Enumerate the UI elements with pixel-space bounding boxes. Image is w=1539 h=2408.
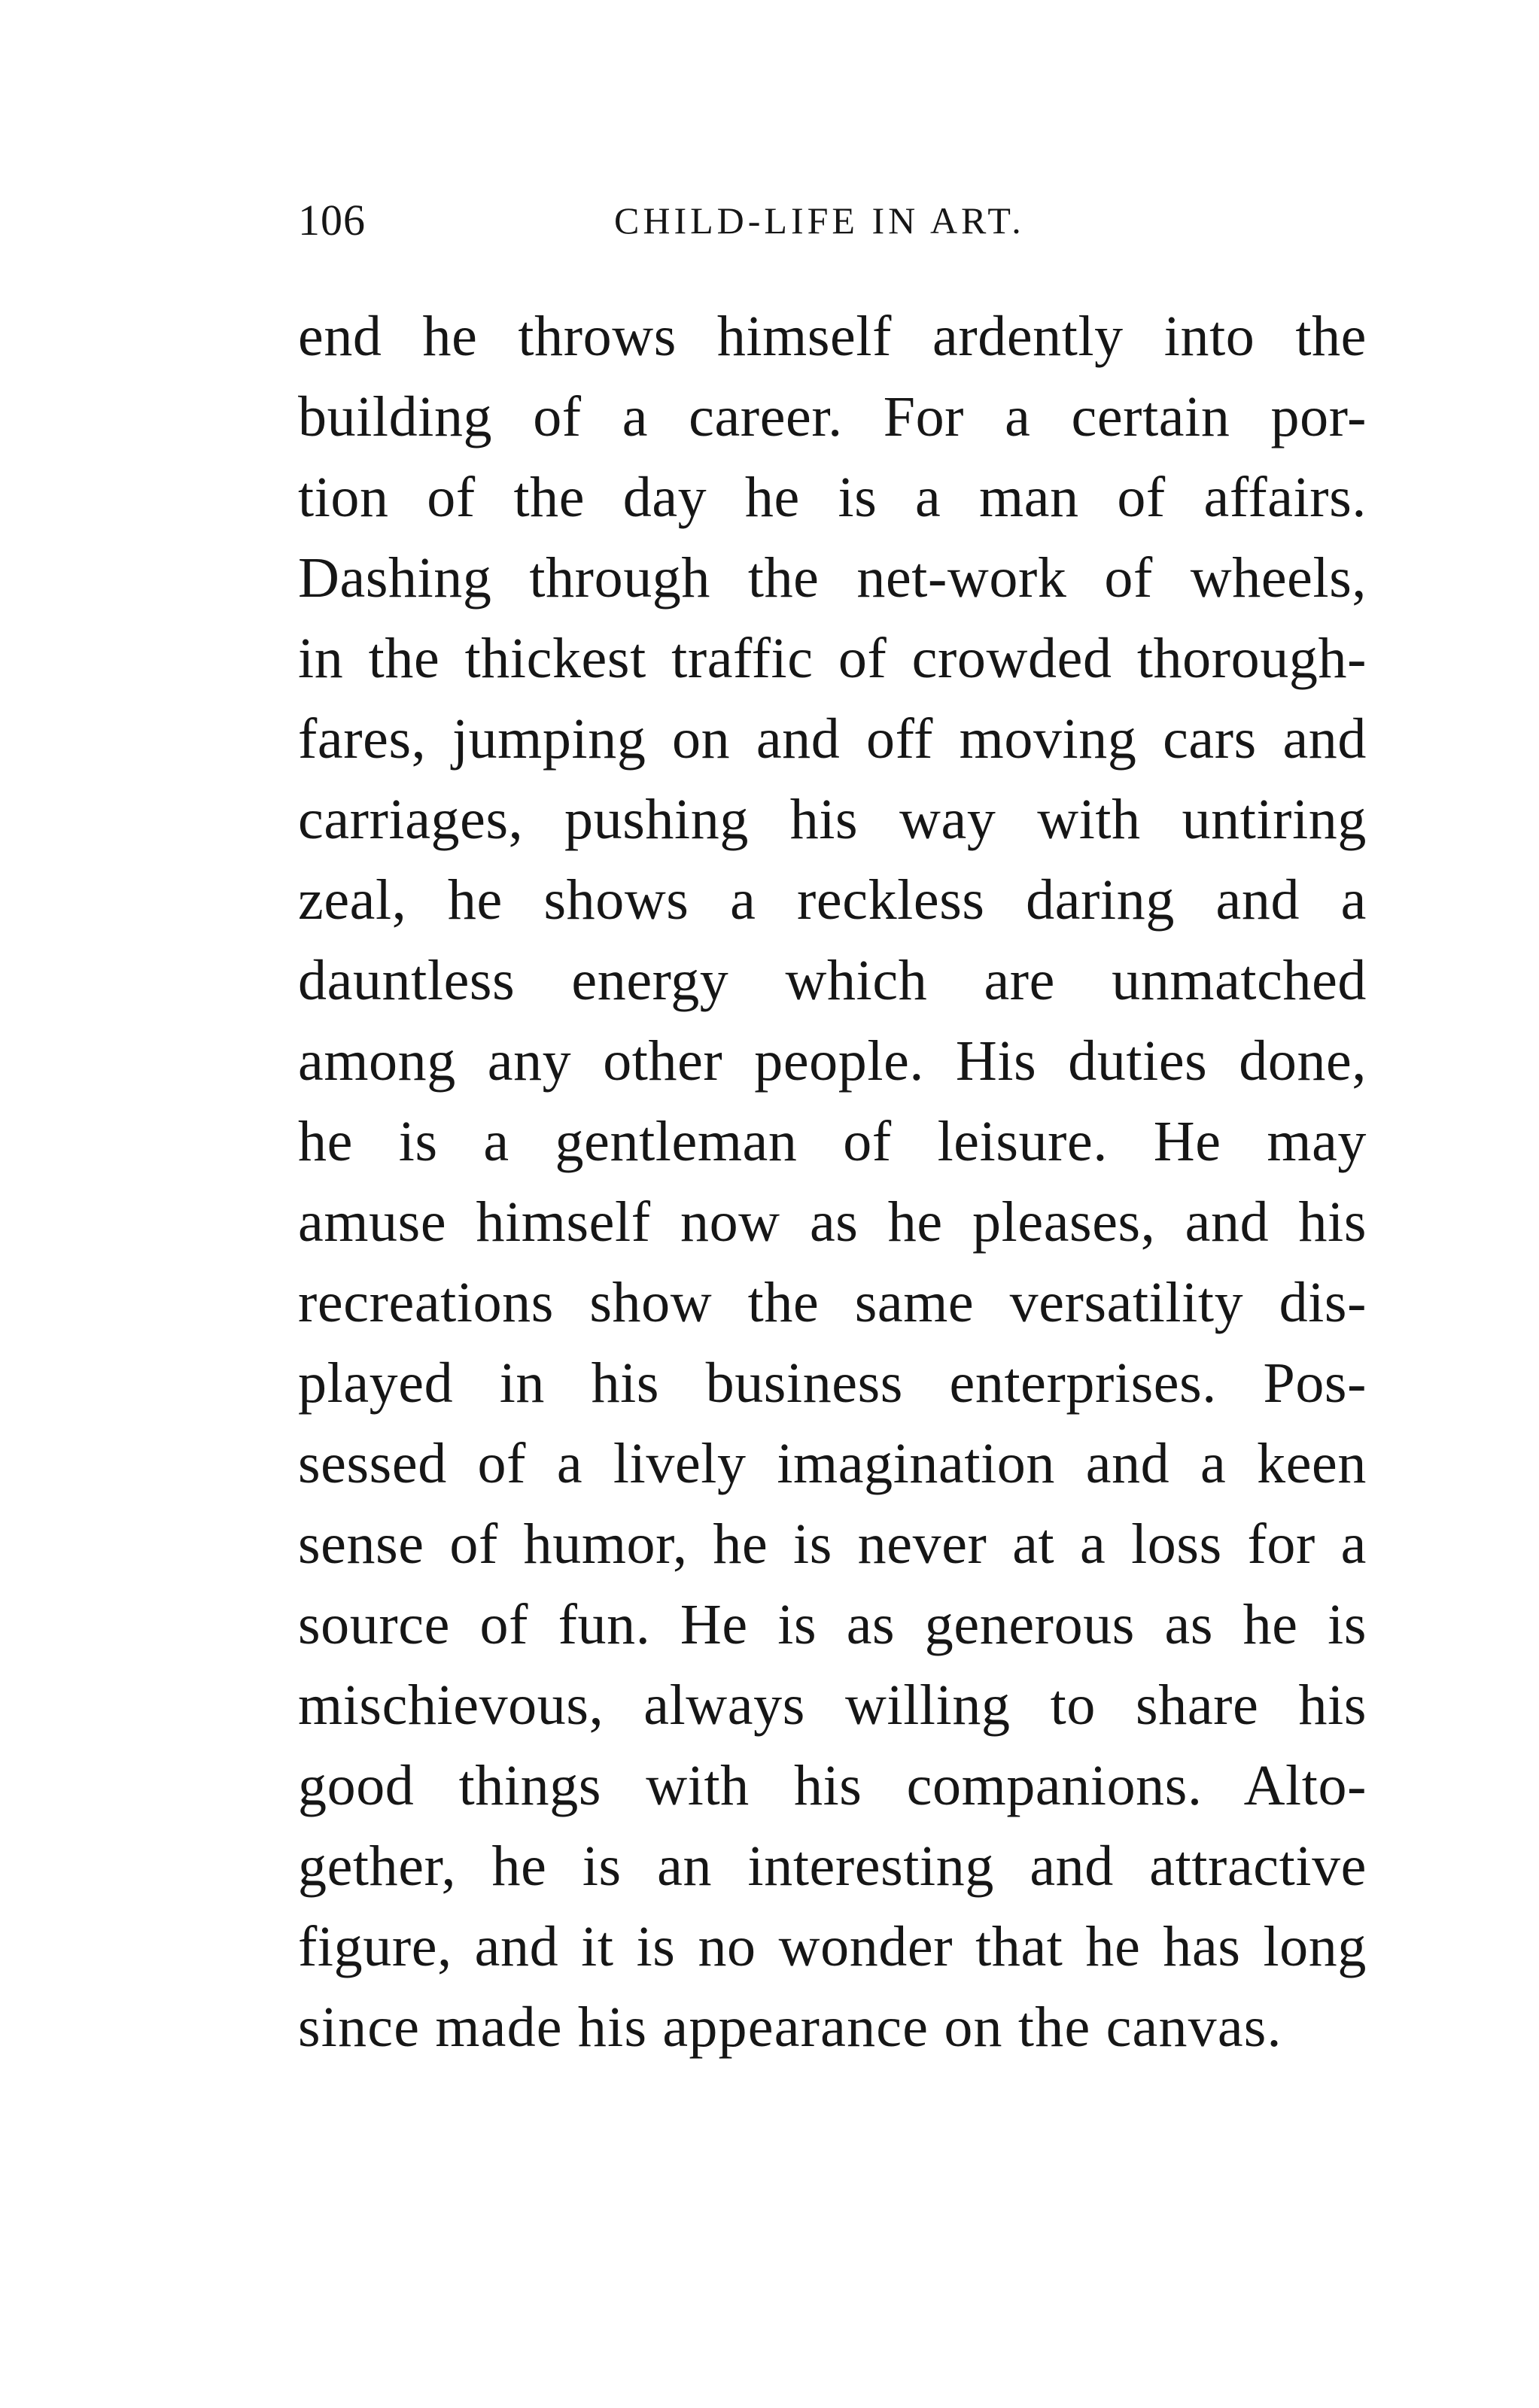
text-line: fares, jumping on and off moving cars and xyxy=(298,707,1367,771)
text-line: among any other people. His duties done, xyxy=(298,1029,1367,1093)
text-line: gether, he is an interesting and attractive xyxy=(298,1835,1367,1898)
text-line: played in his business enterprises. Pos- xyxy=(298,1351,1367,1415)
text-line-last: since made his appearance on the canvas. xyxy=(298,1996,1282,2059)
page-number: 106 xyxy=(298,196,366,245)
text-line: good things with his companions. Alto- xyxy=(298,1754,1367,1817)
text-line: figure, and it is no wonder that he has long xyxy=(298,1915,1367,1978)
text-line: dauntless energy which are unmatched xyxy=(298,949,1367,1012)
text-line: in the thickest traffic of crowded thorough- xyxy=(298,627,1367,690)
text-line: tion of the day he is a man of affairs. xyxy=(298,466,1367,529)
text-line: end he throws himself ardently into the xyxy=(298,305,1367,368)
text-line: recreations show the same versatility dis- xyxy=(298,1271,1367,1334)
body-paragraph xyxy=(298,296,1367,2068)
text-line: building of a career. For a certain por- xyxy=(298,385,1367,448)
text-line: mischievous, always willing to share his xyxy=(298,1674,1367,1737)
text-line: he is a gentleman of leisure. He may xyxy=(298,1110,1367,1173)
text-line: source of fun. He is as generous as he is xyxy=(298,1593,1367,1656)
text-line: amuse himself now as he pleases, and his xyxy=(298,1190,1367,1254)
text-line: zeal, he shows a reckless daring and a xyxy=(298,868,1367,932)
text-line: sessed of a lively imagination and a keen xyxy=(298,1432,1367,1495)
text-line: Dashing through the net-work of wheels, xyxy=(298,546,1367,610)
running-title: CHILD-LIFE IN ART. xyxy=(614,199,1025,242)
text-line: sense of humor, he is never at a loss for a xyxy=(298,1513,1367,1576)
running-head xyxy=(298,194,1367,247)
text-line: carriages, pushing his way with untiring xyxy=(298,788,1367,851)
